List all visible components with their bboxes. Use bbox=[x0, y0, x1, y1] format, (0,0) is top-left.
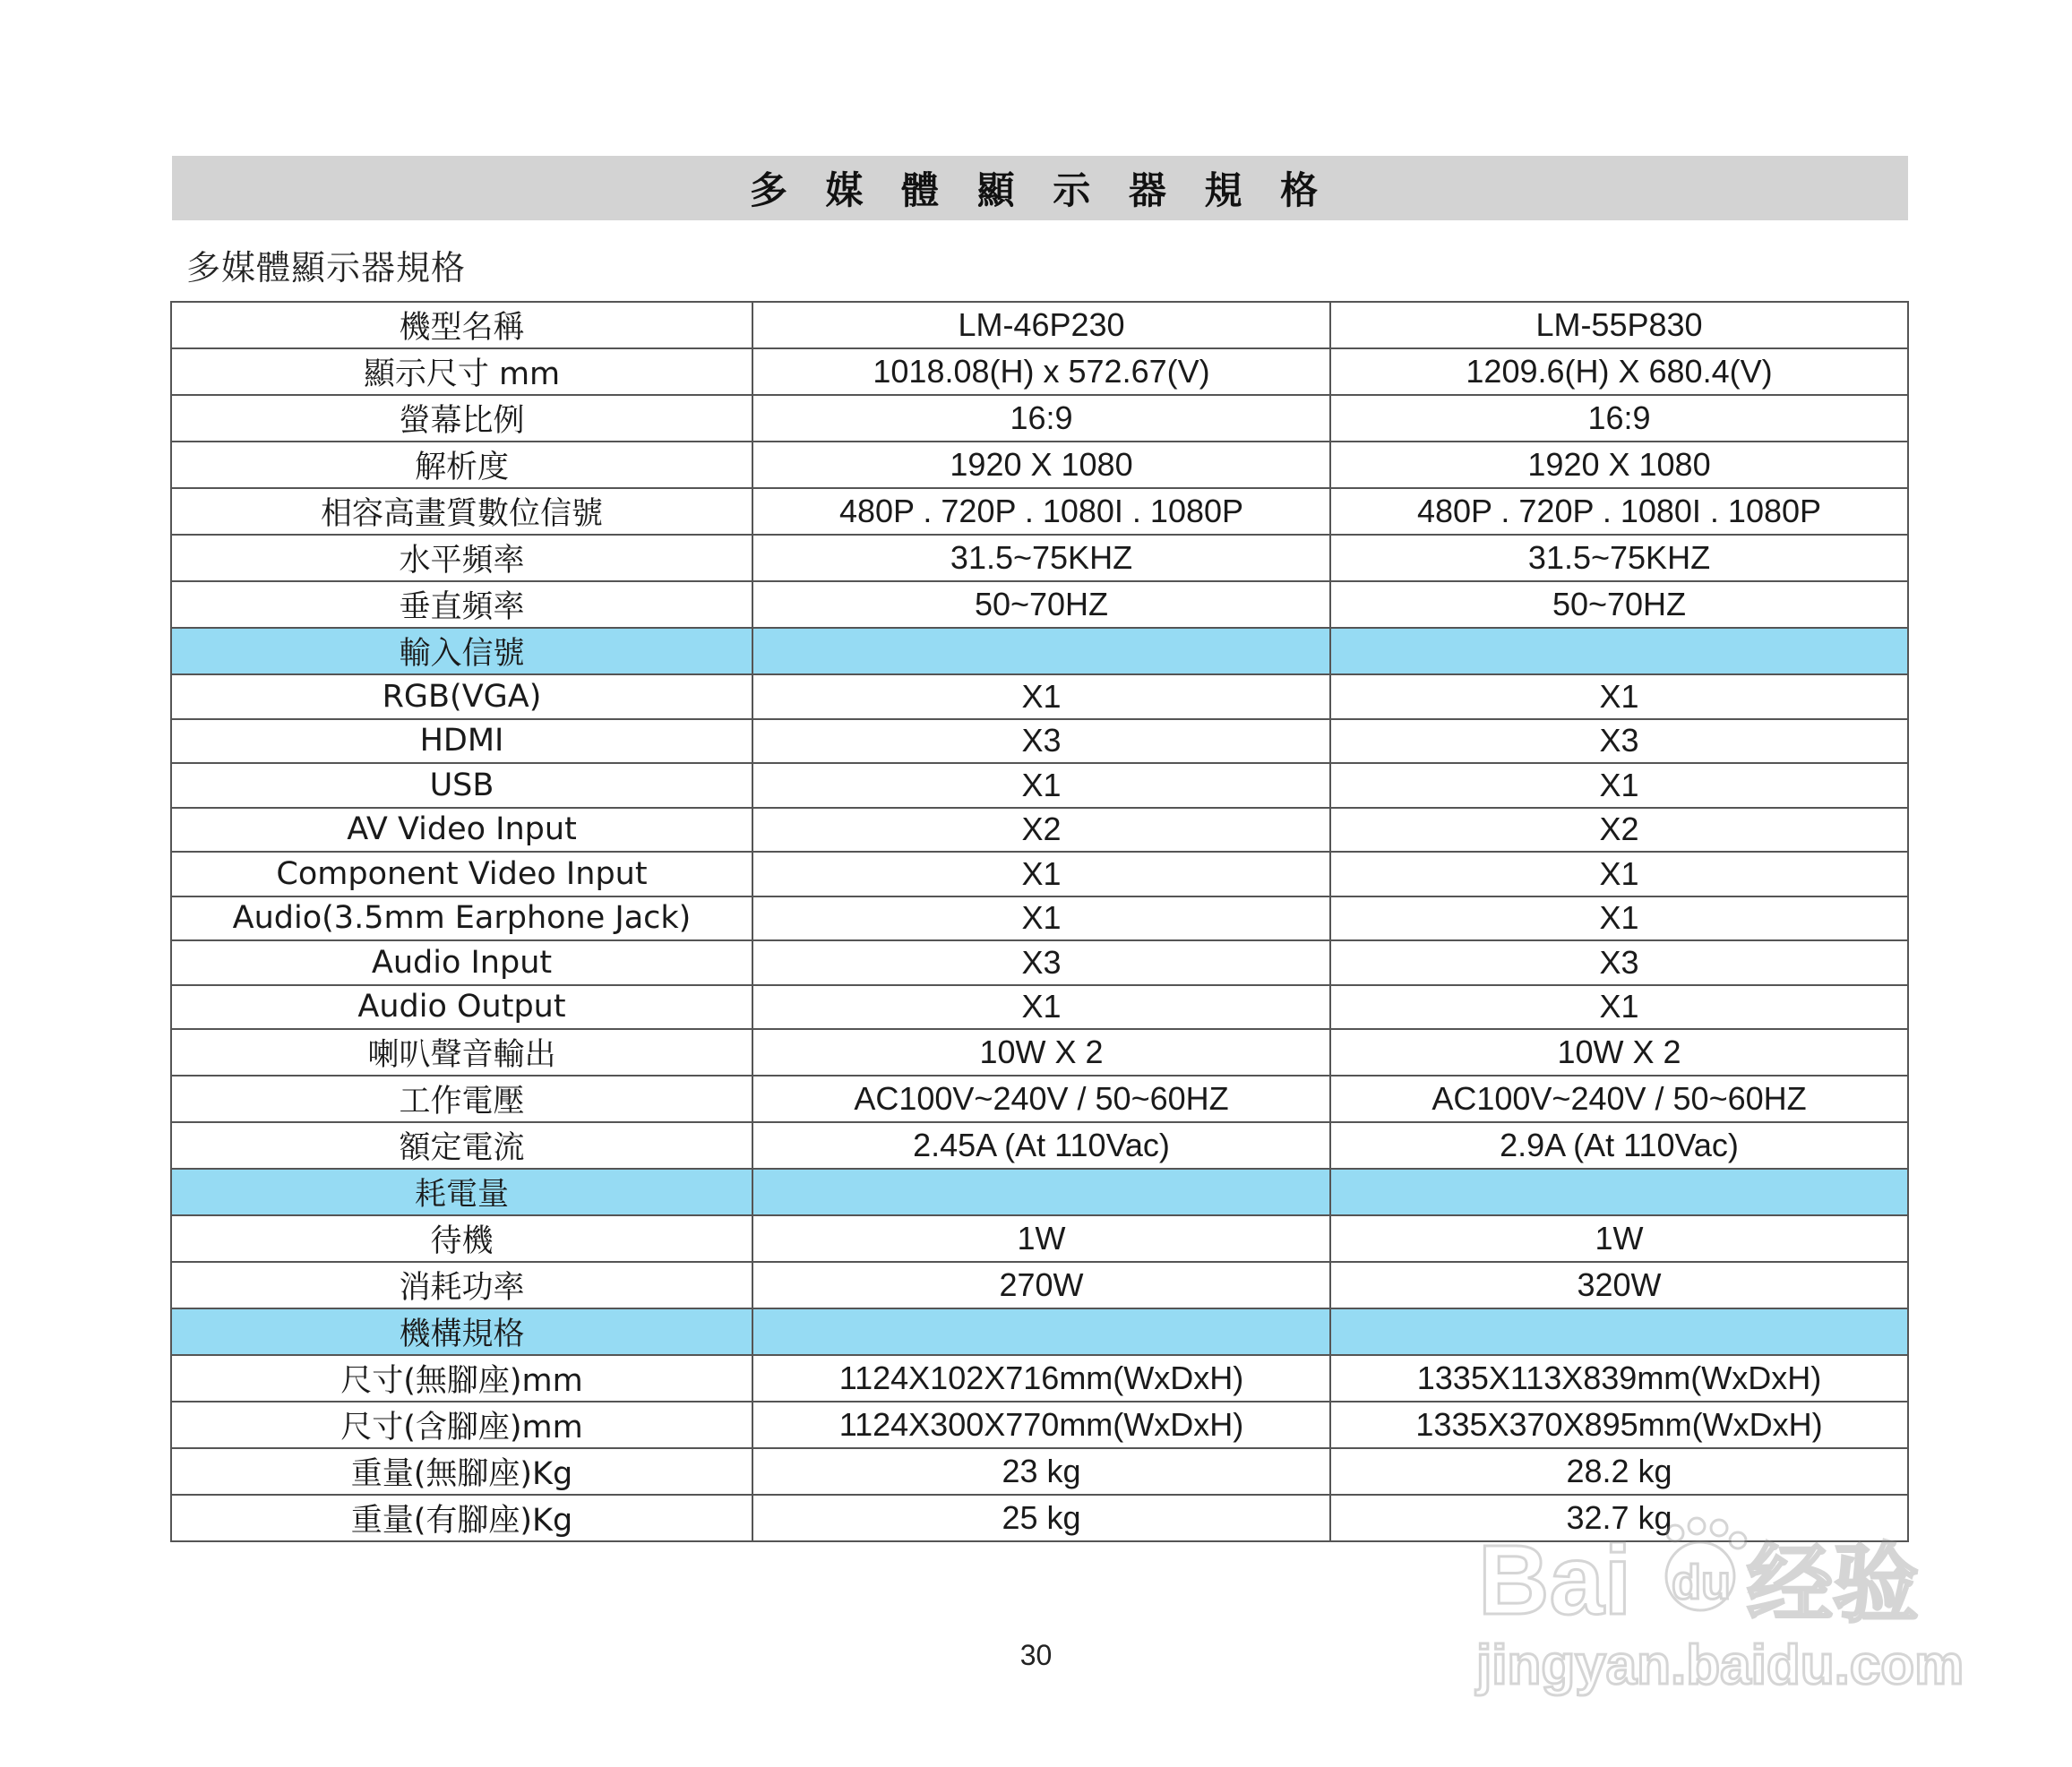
model-1-value-cell: 10W X 2 bbox=[752, 1029, 1330, 1076]
row-label-cell: 機構規格 bbox=[171, 1308, 752, 1355]
row-label-cell: 顯示尺寸 mm bbox=[171, 348, 752, 395]
table-row bbox=[171, 1215, 1908, 1262]
model-1-value-cell: 2.45A (At 110Vac) bbox=[752, 1122, 1330, 1169]
row-label-cell: 耗電量 bbox=[171, 1169, 752, 1215]
table-row bbox=[171, 852, 1908, 896]
model-2-value-cell bbox=[1330, 628, 1908, 674]
row-label-cell: 額定電流 bbox=[171, 1122, 752, 1169]
baidu-jingyan-watermark-logo bbox=[1469, 1514, 1971, 1702]
model-2-value-cell: X1 bbox=[1330, 852, 1908, 896]
model-1-value-cell: 31.5~75KHZ bbox=[752, 535, 1330, 581]
model-2-value-cell: 10W X 2 bbox=[1330, 1029, 1908, 1076]
table-row bbox=[171, 1122, 1908, 1169]
header-cell-model-1: LM-46P230 bbox=[752, 302, 1330, 348]
model-1-value-cell: X1 bbox=[752, 985, 1330, 1030]
row-label-cell: Component Video Input bbox=[171, 852, 752, 896]
model-1-value-cell: 1W bbox=[752, 1215, 1330, 1262]
svg-text:Bai: Bai bbox=[1478, 1525, 1632, 1635]
model-2-value-cell: 28.2 kg bbox=[1330, 1448, 1908, 1495]
page-number: 30 bbox=[1019, 1639, 1053, 1671]
model-1-value-cell: 16:9 bbox=[752, 395, 1330, 442]
model-1-value-cell: X2 bbox=[752, 808, 1330, 853]
header-cell-model-2: LM-55P830 bbox=[1330, 302, 1908, 348]
model-1-value-cell: AC100V~240V / 50~60HZ bbox=[752, 1076, 1330, 1122]
table-row bbox=[171, 1448, 1908, 1495]
row-label-cell: Audio Output bbox=[171, 985, 752, 1030]
table-row bbox=[171, 1029, 1908, 1076]
model-1-value-cell: 25 kg bbox=[752, 1495, 1330, 1541]
table-row bbox=[171, 940, 1908, 985]
row-label-cell: 輸入信號 bbox=[171, 628, 752, 674]
model-1-value-cell: X1 bbox=[752, 852, 1330, 896]
table-row bbox=[171, 808, 1908, 853]
table-row bbox=[171, 763, 1908, 808]
model-2-value-cell bbox=[1330, 1308, 1908, 1355]
model-1-value-cell: X3 bbox=[752, 719, 1330, 764]
model-2-value-cell: 1335X113X839mm(WxDxH) bbox=[1330, 1355, 1908, 1402]
model-2-value-cell: 320W bbox=[1330, 1262, 1908, 1308]
table-row bbox=[171, 581, 1908, 628]
svg-text:du: du bbox=[1672, 1556, 1731, 1609]
row-label-cell: 待機 bbox=[171, 1215, 752, 1262]
spec-table bbox=[170, 301, 1909, 1542]
table-row bbox=[171, 896, 1908, 941]
section-header-row bbox=[171, 1308, 1908, 1355]
row-label-cell: HDMI bbox=[171, 719, 752, 764]
row-label-cell: 消耗功率 bbox=[171, 1262, 752, 1308]
model-2-value-cell: X1 bbox=[1330, 763, 1908, 808]
model-2-value-cell: X2 bbox=[1330, 808, 1908, 853]
model-1-value-cell: 1920 X 1080 bbox=[752, 442, 1330, 488]
model-2-value-cell: X1 bbox=[1330, 985, 1908, 1030]
model-2-value-cell: 1W bbox=[1330, 1215, 1908, 1262]
model-1-value-cell: X1 bbox=[752, 896, 1330, 941]
table-row bbox=[171, 488, 1908, 535]
header-cell-model-name: 機型名稱 bbox=[171, 302, 752, 348]
table-row bbox=[171, 348, 1908, 395]
table-row bbox=[171, 1402, 1908, 1448]
row-label-cell: 重量(無腳座)Kg bbox=[171, 1448, 752, 1495]
model-1-value-cell: 1124X102X716mm(WxDxH) bbox=[752, 1355, 1330, 1402]
model-2-value-cell: 32.7 kg bbox=[1330, 1495, 1908, 1541]
model-1-value-cell bbox=[752, 628, 1330, 674]
section-subtitle: 多媒體顯示器規格 bbox=[186, 248, 467, 287]
row-label-cell: 相容高畫質數位信號 bbox=[171, 488, 752, 535]
row-label-cell: 垂直頻率 bbox=[171, 581, 752, 628]
table-header-row bbox=[171, 302, 1908, 348]
row-label-cell: 尺寸(無腳座)mm bbox=[171, 1355, 752, 1402]
row-label-cell: USB bbox=[171, 763, 752, 808]
banner-title-text: 多 媒 體 顯 示 器 規 格 bbox=[749, 168, 1331, 212]
table-row bbox=[171, 442, 1908, 488]
model-2-value-cell: X3 bbox=[1330, 719, 1908, 764]
table-row bbox=[171, 985, 1908, 1030]
table-row bbox=[171, 719, 1908, 764]
model-2-value-cell: 1335X370X895mm(WxDxH) bbox=[1330, 1402, 1908, 1448]
model-2-value-cell bbox=[1330, 1169, 1908, 1215]
section-header-row bbox=[171, 628, 1908, 674]
section-header-row bbox=[171, 1169, 1908, 1215]
model-2-value-cell: AC100V~240V / 50~60HZ bbox=[1330, 1076, 1908, 1122]
model-2-value-cell: 31.5~75KHZ bbox=[1330, 535, 1908, 581]
svg-text:经验: 经验 bbox=[1747, 1534, 1919, 1634]
spec-table-body bbox=[171, 302, 1908, 1541]
row-label-cell: 水平頻率 bbox=[171, 535, 752, 581]
table-row bbox=[171, 395, 1908, 442]
row-label-cell: 工作電壓 bbox=[171, 1076, 752, 1122]
row-label-cell: 尺寸(含腳座)mm bbox=[171, 1402, 752, 1448]
row-label-cell: RGB(VGA) bbox=[171, 674, 752, 719]
table-row bbox=[171, 674, 1908, 719]
svg-text:jingyan.baidu.com: jingyan.baidu.com bbox=[1476, 1634, 1965, 1696]
model-2-value-cell: 50~70HZ bbox=[1330, 581, 1908, 628]
table-row bbox=[171, 535, 1908, 581]
model-1-value-cell bbox=[752, 1169, 1330, 1215]
table-row bbox=[171, 1076, 1908, 1122]
row-label-cell: Audio Input bbox=[171, 940, 752, 985]
model-2-value-cell: 480P . 720P . 1080I . 1080P bbox=[1330, 488, 1908, 535]
model-1-value-cell: 270W bbox=[752, 1262, 1330, 1308]
page-banner-title bbox=[172, 156, 1908, 220]
model-2-value-cell: X1 bbox=[1330, 896, 1908, 941]
model-2-value-cell: X3 bbox=[1330, 940, 1908, 985]
model-1-value-cell: 1018.08(H) x 572.67(V) bbox=[752, 348, 1330, 395]
model-1-value-cell: 23 kg bbox=[752, 1448, 1330, 1495]
model-1-value-cell: X1 bbox=[752, 763, 1330, 808]
row-label-cell: 重量(有腳座)Kg bbox=[171, 1495, 752, 1541]
model-2-value-cell: 16:9 bbox=[1330, 395, 1908, 442]
model-1-value-cell: 50~70HZ bbox=[752, 581, 1330, 628]
model-1-value-cell: 480P . 720P . 1080I . 1080P bbox=[752, 488, 1330, 535]
model-1-value-cell bbox=[752, 1308, 1330, 1355]
model-2-value-cell: 1920 X 1080 bbox=[1330, 442, 1908, 488]
model-1-value-cell: X3 bbox=[752, 940, 1330, 985]
model-2-value-cell: 1209.6(H) X 680.4(V) bbox=[1330, 348, 1908, 395]
model-2-value-cell: 2.9A (At 110Vac) bbox=[1330, 1122, 1908, 1169]
table-row bbox=[171, 1355, 1908, 1402]
model-1-value-cell: X1 bbox=[752, 674, 1330, 719]
table-row bbox=[171, 1262, 1908, 1308]
row-label-cell: Audio(3.5mm Earphone Jack) bbox=[171, 896, 752, 941]
row-label-cell: 喇叭聲音輸出 bbox=[171, 1029, 752, 1076]
model-1-value-cell: 1124X300X770mm(WxDxH) bbox=[752, 1402, 1330, 1448]
row-label-cell: 解析度 bbox=[171, 442, 752, 488]
model-2-value-cell: X1 bbox=[1330, 674, 1908, 719]
row-label-cell: 螢幕比例 bbox=[171, 395, 752, 442]
row-label-cell: AV Video Input bbox=[171, 808, 752, 853]
